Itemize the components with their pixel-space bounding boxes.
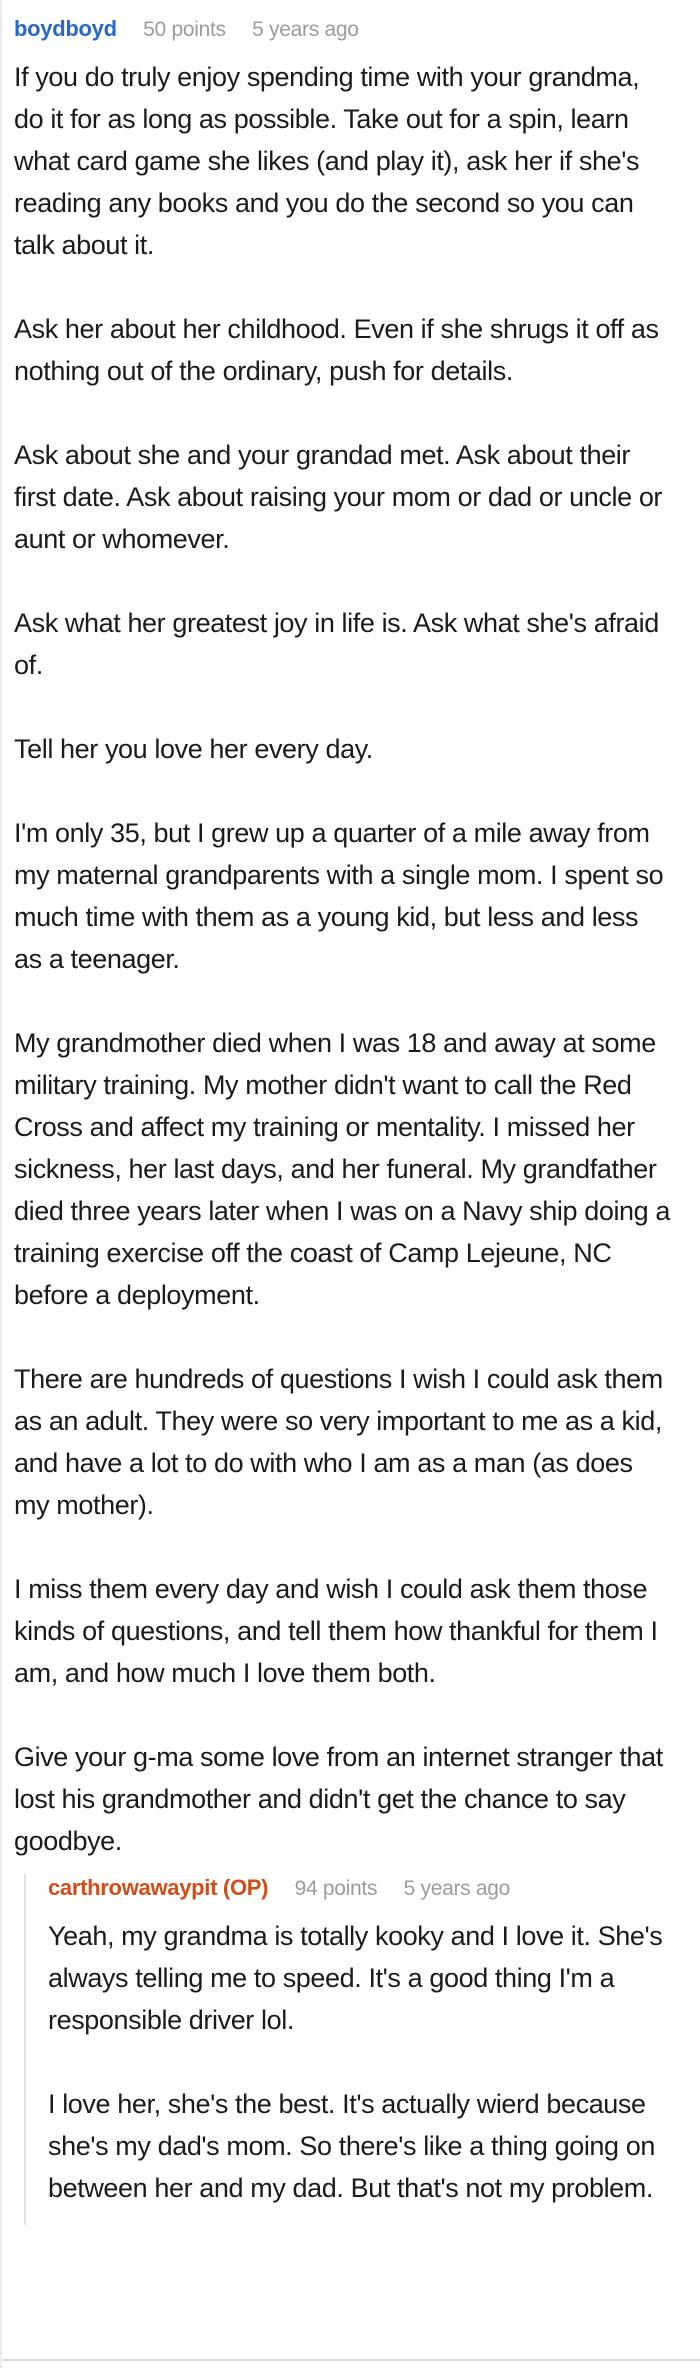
points-label-main: 50 points [143,18,226,41]
points-label-reply: 94 points [294,1877,378,1900]
comment-paragraph: I'm only 35, but I grew up a quarter of a mile away from my maternal grandparents with a single mom. I spent so much time with them as a young kid, but less and less as a teenager. [14,818,664,974]
bottom-divider [2,2359,700,2361]
comment-paragraph: Give your g-ma some love from an internet stranger that lost his grandmother and didn't get the chance to say goodbye. [14,1742,663,1856]
comment-body-main [14,56,672,1862]
comment-header-main [14,15,672,46]
comment-paragraph: My grandmother died when I was 18 and away at some military training. My mother didn't want to call the Red Cross and affect my training or mentality. I missed her sickness, her last days, and her funeral. My grandfather died three years later when I was on a Navy ship doing a training exercise off the coast of Camp Lejeune, NC before a deployment. [14,1028,670,1310]
comment-main [14,15,672,2225]
comment-paragraph: I miss them every day and wish I could ask them those kinds of questions, and tell them how thankful for them I am, and how much I love them both. [14,1574,658,1688]
timestamp-label-reply: 5 years ago [403,1877,511,1900]
comment-paragraph: There are hundreds of questions I wish I could ask them as an adult. They were so very important to me as a kid, and have a lot to do with who I am as a man (as does my mother). [14,1364,663,1520]
comment-body-reply [48,1915,672,2209]
comment-paragraph: Tell her you love her every day. [14,734,373,764]
comment-paragraph: Ask her about her childhood. Even if she shrugs it off as nothing out of the ordinary, push for details. [14,314,659,386]
comment-paragraph: If you do truly enjoy spending time with your grandma, do it for as long as possible. Take out for a spin, learn what card game she likes (and play it), ask her if she's reading any books and you do the second so you can talk about it. [14,62,640,260]
comment-paragraph: Yeah, my grandma is totally kooky and I love it. She's always telling me to speed. It's a good thing I'm a responsible driver lol. [48,1921,663,2035]
timestamp-label-main: 5 years ago [252,18,359,41]
comment-header-reply [48,1874,672,1905]
comment-reply [24,1874,672,2225]
username-link-main[interactable]: boydboyd [14,16,117,41]
comment-paragraph: Ask about she and your grandad met. Ask about their first date. Ask about raising your mom or dad or uncle or aunt or whomever. [14,440,663,554]
username-link-reply[interactable]: carthrowawaypit (OP) [48,1875,269,1900]
comment-paragraph: I love her, she's the best. It's actually wierd because she's my dad's mom. So there's like a thing going on between her and my dad. But that's not my problem. [48,2089,655,2203]
comment-paragraph: Ask what her greatest joy in life is. Ask what she's afraid of. [14,608,659,680]
